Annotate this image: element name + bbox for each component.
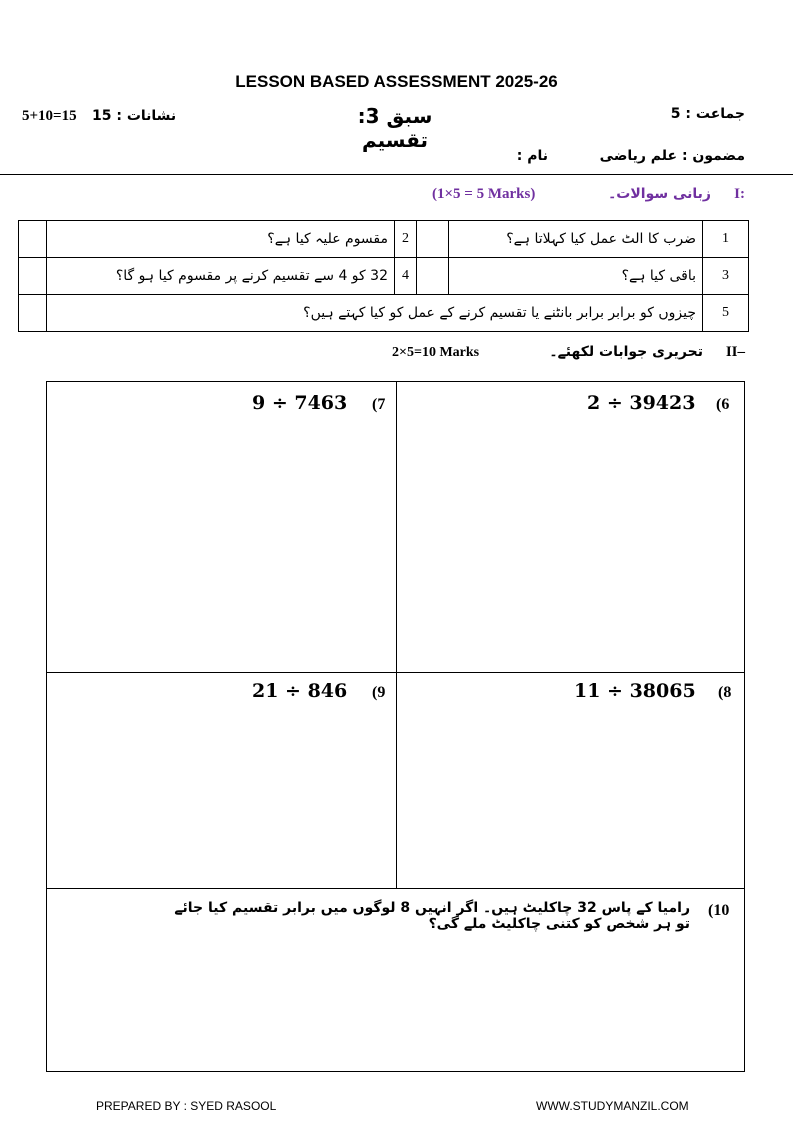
answer-cell[interactable] bbox=[19, 258, 47, 295]
footer-prepared-by: PREPARED BY : SYED RASOOL bbox=[96, 1099, 277, 1113]
answer-cell[interactable] bbox=[19, 221, 47, 258]
question-5-text: چیزوں کو برابر برابر بانٹنے یا تقسیم کرنے کے عمل کو کیا کہتے ہیں؟ bbox=[47, 295, 703, 332]
problem-10-answer-area[interactable] bbox=[47, 930, 743, 1068]
subject-label: مضمون : علم ریاضی bbox=[599, 148, 745, 164]
problem-10-text: رامیا کے پاس 32 چاکلیٹ ہیں۔ اگر انہیں 8 لوگوں میں برابر تقسیم کیا جائے تو ہر شخص کو کتنی چاکلیٹ ملے گی؟ bbox=[174, 900, 690, 932]
class-label: جماعت : 5 bbox=[670, 106, 745, 122]
problem-6-num: (6 bbox=[716, 396, 730, 413]
table-row bbox=[19, 295, 749, 332]
question-1-num: 1 bbox=[703, 221, 749, 258]
table-row bbox=[19, 221, 749, 258]
problem-8-num: (8 bbox=[718, 684, 732, 701]
answer-cell[interactable] bbox=[19, 295, 47, 332]
problem-9-expression: 21 ÷ 846 bbox=[252, 680, 348, 702]
question-4-num: 4 bbox=[395, 258, 417, 295]
section2-marks: 2×5=10 Marks bbox=[392, 345, 480, 360]
problem-8-answer-area[interactable] bbox=[397, 710, 743, 886]
header-divider bbox=[0, 174, 793, 175]
section1-title: زبانی سوالات۔ bbox=[608, 186, 711, 202]
table-row bbox=[19, 258, 749, 295]
problem-9-answer-area[interactable] bbox=[47, 710, 395, 886]
grid-divider-row1 bbox=[46, 672, 744, 673]
lesson-label: سبق 3: تقسیم bbox=[357, 104, 433, 152]
problem-10-num: (10 bbox=[708, 902, 730, 919]
problem-7-expression: 9 ÷ 7463 bbox=[252, 392, 348, 414]
question-1-text: ضرب کا الٹ عمل کیا کہلاتا ہے؟ bbox=[449, 221, 703, 258]
section2-number: II– bbox=[725, 344, 745, 360]
problem-6-answer-area[interactable] bbox=[397, 420, 743, 670]
question-3-num: 3 bbox=[703, 258, 749, 295]
section1-marks: (1×5 = 5 Marks) bbox=[432, 186, 536, 202]
grid-divider-row2 bbox=[46, 888, 744, 889]
page-title: LESSON BASED ASSESSMENT 2025-26 bbox=[235, 72, 558, 91]
marks-label: نشانات : 15 bbox=[92, 108, 177, 124]
problem-9-num: (9 bbox=[372, 684, 386, 701]
footer-website[interactable]: WWW.STUDYMANZIL.COM bbox=[536, 1099, 689, 1113]
oral-questions-table bbox=[18, 220, 749, 332]
section2-title: تحریری جوابات لکھئے۔ bbox=[549, 344, 703, 360]
question-4-text: 32 کو 4 سے تقسیم کرنے پر مقسوم کیا ہو گا؟ bbox=[47, 258, 395, 295]
problem-8-expression: 11 ÷ 38065 bbox=[574, 680, 696, 702]
problem-7-num: (7 bbox=[372, 396, 386, 413]
problem-6-expression: 2 ÷ 39423 bbox=[587, 392, 696, 414]
name-label: نام : bbox=[516, 148, 548, 164]
question-2-num: 2 bbox=[395, 221, 417, 258]
answer-cell[interactable] bbox=[417, 221, 449, 258]
question-5-num: 5 bbox=[703, 295, 749, 332]
section1-number: I: bbox=[734, 186, 745, 202]
question-2-text: مقسوم علیہ کیا ہے؟ bbox=[47, 221, 395, 258]
problem-7-answer-area[interactable] bbox=[47, 420, 395, 670]
marks-formula: 5+10=15 bbox=[22, 108, 77, 124]
answer-cell[interactable] bbox=[417, 258, 449, 295]
question-3-text: باقی کیا ہے؟ bbox=[449, 258, 703, 295]
